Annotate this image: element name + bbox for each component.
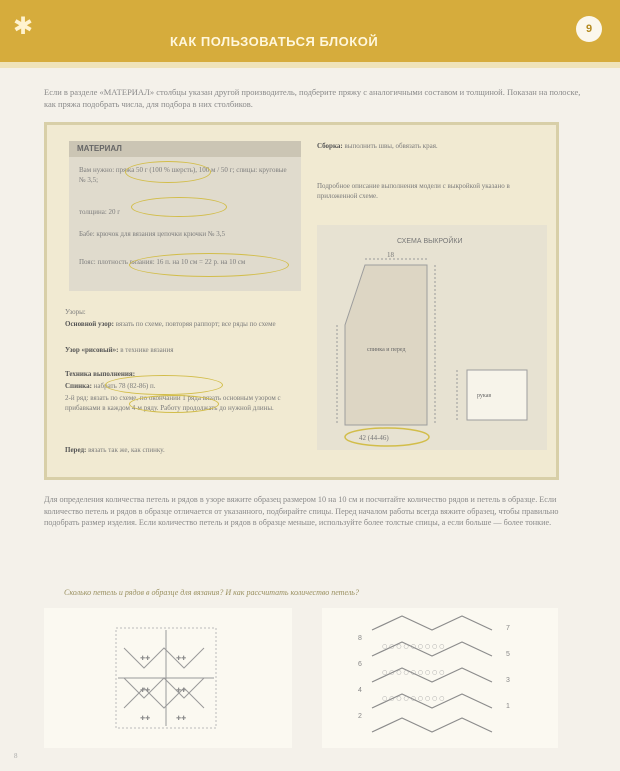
main-pattern-label: Основной узор:: [65, 320, 115, 328]
technique-heading: Техника выполнения:: [65, 370, 136, 378]
front-label: Перед:: [65, 446, 87, 454]
row-number: 2: [358, 713, 362, 720]
row-number: 3: [506, 677, 510, 684]
rice-pattern-desc: в технике вязания: [120, 346, 174, 354]
intro-paragraph: Если в разделе «МАТЕРИАЛ» столбцы указан другой производитель, подберите пряжу с аналогичными составом и толщиной. Показан на полоске, как пряжа подобрать числа, для подбора в них столбиков.: [44, 87, 581, 109]
top-measure: 18: [387, 251, 394, 259]
row-number: 7: [506, 625, 510, 632]
row-number: 1: [506, 703, 510, 710]
patterns-label: Узоры:: [65, 308, 86, 316]
main-pattern-desc: вязать по схеме, повторяя раппорт; все ряды по схеме: [115, 320, 276, 328]
body-paragraph: Для определения количества петель и рядов в узоре вяжите образец размером 10 на 10 см и посчитайте количество рядов и петель в образце. Если количество петель и рядов в образце отличается от указанного, подбирайте спицы. Перед началом работы всегда вяжите образец, чтобы правильно подобрать размер изделия. Если количество петель и рядов в образце меньше, используйте более толстые спицы, а если больше — более тонкие.: [44, 495, 559, 528]
svg-text:○ ○ ○ ○ ○ ○ ○ ○ ○: ○ ○ ○ ○ ○ ○ ○ ○ ○: [382, 669, 445, 676]
sleeve-label: рукав: [477, 393, 492, 399]
back-label: Спинка:: [65, 382, 92, 390]
svg-text:✚✚: ✚✚: [176, 715, 187, 722]
assembly-text: [317, 141, 545, 151]
description-note: Подробное описание выполнения модели с выкройкой указано в приложенной схеме.: [317, 182, 510, 200]
pattern-panel: [44, 122, 559, 480]
materials-box: [69, 141, 301, 291]
svg-text:✚✚: ✚✚: [140, 655, 151, 662]
snowflake-icon: ✱: [12, 14, 34, 40]
crochet-chart: [44, 608, 292, 748]
materials-line-4: Пояс: плотность вязания: 16 п. на 10 см = 22 р. на 10 см: [79, 258, 246, 266]
front-text: [65, 445, 301, 455]
header-band: [0, 0, 620, 62]
materials-line-2: толщина: 20 г: [79, 208, 121, 216]
page-title: КАК ПОЛЬЗОВАТЬСЯ БЛОКОЙ: [170, 34, 379, 49]
highlight-oval: [105, 375, 223, 395]
bottom-measure: 42 (44-46): [359, 434, 389, 442]
front-label: спинка и перед: [367, 347, 406, 353]
highlight-oval: [129, 253, 289, 277]
sleeve-piece: [467, 370, 527, 420]
schema-drawing: [317, 225, 547, 450]
svg-text:✚✚: ✚✚: [140, 715, 151, 722]
assembly-label: Сборка:: [317, 142, 343, 150]
rice-pattern-label: Узор «рисовый»:: [65, 346, 119, 354]
row-number: 8: [358, 635, 362, 642]
row-number: 4: [358, 687, 362, 694]
highlight-oval: [131, 197, 227, 217]
row-two-text: 2-й ряд: вязать по схеме, по окончании 1 ряда вязать основным узором с прибавками в каждом 4-м ряду. Работу продолжать до нужной длины.: [65, 394, 281, 412]
svg-text:✚✚: ✚✚: [176, 687, 187, 694]
back-desc: набрать 78 (82-86) п.: [93, 382, 156, 390]
assembly-desc: выполнить швы, обвязать края.: [344, 142, 438, 150]
svg-text:✚✚: ✚✚: [140, 687, 151, 694]
crochet-chart-icon: [44, 608, 292, 748]
question-text: Сколько петель и рядов в образце для вязания? И как рассчитать количество петель?: [64, 588, 359, 597]
svg-text:○ ○ ○ ○ ○ ○ ○ ○ ○: ○ ○ ○ ○ ○ ○ ○ ○ ○: [382, 695, 445, 702]
materials-line-1: Вам нужно: пряжа 50 г (100 % шерсть), 100 м / 50 г; спицы: круговые № 3,5;: [79, 166, 287, 184]
page-number-badge: 9: [576, 16, 602, 42]
knitting-chart: [322, 608, 558, 748]
knitting-chart-icon: [322, 608, 558, 748]
svg-text:○ ○ ○ ○ ○ ○ ○ ○ ○: ○ ○ ○ ○ ○ ○ ○ ○ ○: [382, 643, 445, 650]
row-number: 6: [358, 661, 362, 668]
materials-header: МАТЕРИАЛ: [69, 141, 301, 157]
materials-line-3: Бабе: крючок для вязания цепочки крючки № 3,5: [79, 230, 226, 238]
row-number: 5: [506, 651, 510, 658]
front-desc: вязать так же, как спинку.: [88, 446, 165, 454]
highlight-oval: [129, 395, 219, 413]
footer-page-marker: 8: [14, 752, 18, 760]
schema-title: СХЕМА ВЫКРОЙКИ: [397, 238, 463, 245]
main-pattern-text: [65, 319, 301, 329]
pattern-schema: [317, 225, 547, 450]
rice-pattern-text: [65, 345, 301, 355]
svg-text:✚✚: ✚✚: [176, 655, 187, 662]
highlight-oval: [125, 161, 211, 183]
header-divider: [0, 62, 620, 68]
